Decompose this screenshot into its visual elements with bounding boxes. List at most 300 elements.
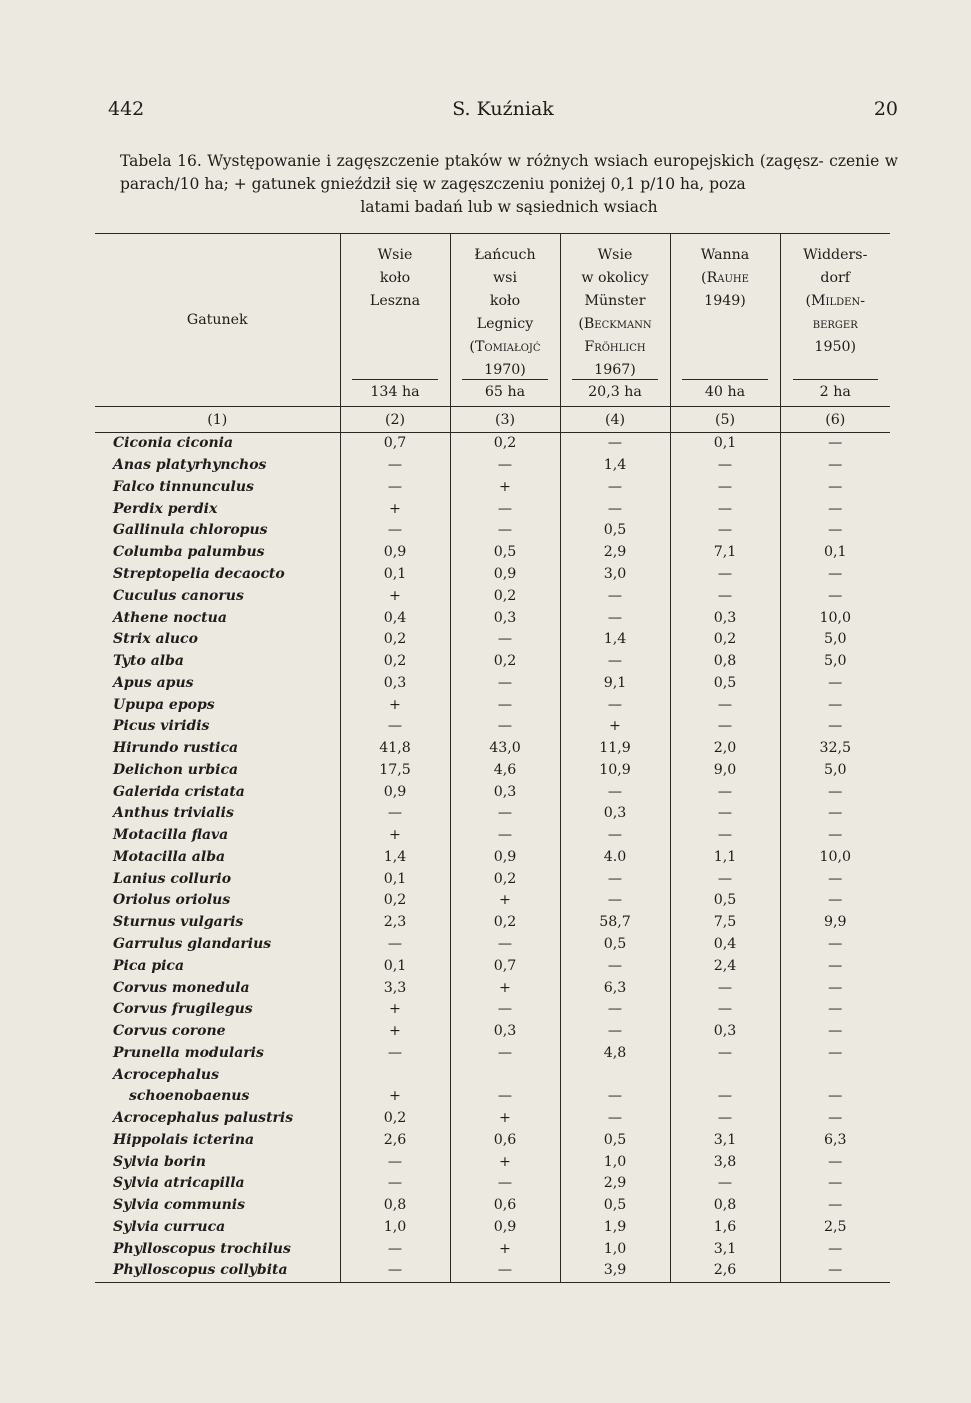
header-line: berger [812, 316, 858, 332]
species-name: Garrulus glandarius [113, 935, 272, 952]
table-row [95, 651, 890, 673]
density-value: 0,8 [340, 1195, 450, 1217]
table-row [95, 694, 890, 716]
species-name: Corvus monedula [113, 979, 250, 996]
density-value: — [340, 1151, 450, 1173]
density-value: — [780, 934, 890, 956]
density-value: 32,5 [780, 738, 890, 760]
density-value: — [670, 781, 780, 803]
density-value: — [340, 1173, 450, 1195]
density-value: 1,4 [560, 455, 670, 477]
density-value: — [450, 716, 560, 738]
species-name: Sylvia curruca [113, 1218, 226, 1235]
study-area-size: 40 ha [682, 379, 767, 404]
density-value: 0,9 [450, 1217, 560, 1239]
study-area-size: 20,3 ha [572, 379, 657, 404]
species-name: Cuculus canorus [113, 587, 244, 604]
table-row [95, 803, 890, 825]
density-value: 1,0 [560, 1151, 670, 1173]
density-value: 7,1 [670, 542, 780, 564]
density-value: — [780, 1108, 890, 1130]
table-row [95, 1151, 890, 1173]
running-head [108, 98, 898, 126]
density-value: — [560, 585, 670, 607]
density-value: 0,2 [340, 629, 450, 651]
density-value: 2,4 [670, 955, 780, 977]
species-name: Sylvia communis [113, 1197, 246, 1214]
species-name: Picus viridis [113, 718, 210, 735]
species-name: Streptopelia decaocto [113, 565, 285, 582]
density-value: — [780, 564, 890, 586]
header-line: Wsie [377, 247, 413, 263]
density-value: — [780, 803, 890, 825]
density-value: + [340, 1021, 450, 1043]
density-value: 3,3 [340, 977, 450, 999]
density-value: + [340, 694, 450, 716]
density-value: — [560, 1021, 670, 1043]
header-line: (Tomiałojć [469, 339, 541, 355]
density-value: 0,8 [670, 1195, 780, 1217]
density-value: 0,5 [670, 672, 780, 694]
species-name: Oriolus oriolus [113, 892, 231, 909]
density-value: 0,1 [340, 564, 450, 586]
density-value: 0,6 [450, 1130, 560, 1152]
density-value: — [780, 585, 890, 607]
density-value: — [450, 1260, 560, 1282]
density-value: — [450, 455, 560, 477]
density-value: 9,0 [670, 759, 780, 781]
table-row [95, 977, 890, 999]
density-value: — [340, 1042, 450, 1064]
density-value: 4.0 [560, 847, 670, 869]
table-row [95, 847, 890, 869]
density-value: 0,1 [670, 433, 780, 455]
density-value: — [780, 868, 890, 890]
header-line: w okolicy [581, 270, 649, 286]
header-line: (Milden- [805, 293, 865, 309]
density-value: 0,9 [450, 564, 560, 586]
density-value: — [780, 498, 890, 520]
species-name: Gallinula chloropus [113, 522, 268, 539]
species-name: Falco tinnunculus [113, 478, 254, 495]
density-value: — [560, 781, 670, 803]
density-value: — [450, 1042, 560, 1064]
density-value: — [450, 1173, 560, 1195]
density-value: + [340, 825, 450, 847]
column-number: (3) [450, 407, 560, 433]
density-value: — [780, 999, 890, 1021]
density-value: 58,7 [560, 912, 670, 934]
page-number: 442 [108, 98, 145, 120]
density-value: — [560, 868, 670, 890]
density-value: 0,7 [340, 433, 450, 455]
density-value: 2,9 [560, 1173, 670, 1195]
column-number: (5) [670, 407, 780, 433]
table-row [95, 1086, 890, 1108]
density-value: — [560, 1086, 670, 1108]
table-row [95, 738, 890, 760]
species-name: Motacilla alba [113, 848, 226, 865]
density-value: — [670, 520, 780, 542]
header-line: 1949) [704, 293, 746, 309]
study-area-size: 134 ha [352, 379, 437, 404]
density-value: + [340, 585, 450, 607]
species-name: Prunella modularis [113, 1044, 264, 1061]
density-value: 2,9 [560, 542, 670, 564]
density-value: 6,3 [560, 977, 670, 999]
table-row [95, 629, 890, 651]
species-name: Athene noctua [113, 609, 227, 626]
header-line: (Beckmann [578, 316, 652, 332]
density-value: — [780, 955, 890, 977]
density-value: — [780, 433, 890, 455]
table-row [95, 433, 890, 455]
species-name: Lanius collurio [113, 870, 232, 887]
density-value: — [670, 1108, 780, 1130]
density-value: 3,9 [560, 1260, 670, 1282]
species-name: Anthus trivialis [113, 805, 234, 822]
density-value: — [670, 1086, 780, 1108]
density-value: 0,2 [340, 651, 450, 673]
density-value: 5,0 [780, 759, 890, 781]
density-value: — [560, 607, 670, 629]
density-value: — [340, 477, 450, 499]
density-value [780, 1064, 890, 1086]
density-value: 1,6 [670, 1217, 780, 1239]
density-value: 0,1 [780, 542, 890, 564]
table-row [95, 585, 890, 607]
density-value: + [450, 1238, 560, 1260]
density-value: 0,9 [450, 847, 560, 869]
density-value: — [560, 694, 670, 716]
density-value: — [780, 977, 890, 999]
density-value: 0,4 [340, 607, 450, 629]
table-row [95, 1130, 890, 1152]
density-value: + [340, 999, 450, 1021]
header-line: 1970) [484, 362, 526, 378]
density-value: 1,0 [340, 1217, 450, 1239]
density-value: 1,1 [670, 847, 780, 869]
density-value: — [450, 934, 560, 956]
density-value: — [450, 999, 560, 1021]
header-line: Wsie [597, 247, 633, 263]
density-value: 2,6 [670, 1260, 780, 1282]
density-value: + [450, 890, 560, 912]
density-value: 0,2 [340, 1108, 450, 1130]
column-number-row [95, 407, 890, 433]
density-value: — [780, 716, 890, 738]
density-value: — [560, 651, 670, 673]
header-line: 1950) [814, 339, 857, 355]
site-column-header [450, 234, 560, 407]
species-name: Apus apus [113, 674, 194, 691]
table-row [95, 542, 890, 564]
density-value: — [780, 1042, 890, 1064]
density-value: 5,0 [780, 629, 890, 651]
density-value: 9,9 [780, 912, 890, 934]
density-value: 0,5 [560, 520, 670, 542]
density-value: — [670, 825, 780, 847]
species-name: Corvus corone [113, 1023, 226, 1040]
density-value: — [560, 825, 670, 847]
density-value: — [780, 1086, 890, 1108]
density-value [450, 1064, 560, 1086]
table-row [95, 564, 890, 586]
table-row [95, 1195, 890, 1217]
table-row [95, 672, 890, 694]
species-name: Galerida cristata [113, 783, 245, 800]
species-name: Sylvia atricapilla [113, 1175, 245, 1192]
caption-line: czenie w parach/10 ha; + gatunek gnieździł się w zagęszczeniu poniżej 0,1 p/10 ha, poza [120, 152, 898, 193]
header-line: Łańcuch [474, 247, 536, 263]
table-row [95, 1260, 890, 1282]
species-name: Phylloscopus collybita [95, 1260, 340, 1282]
header-line: 1967) [594, 362, 636, 378]
header-line: Leszna [369, 293, 421, 309]
density-value: 3,0 [560, 564, 670, 586]
density-value: 10,0 [780, 847, 890, 869]
table-row [95, 890, 890, 912]
density-value: — [560, 955, 670, 977]
density-value: — [340, 1260, 450, 1282]
species-name: Ciconia ciconia [113, 435, 234, 452]
density-value: 4,8 [560, 1042, 670, 1064]
table-row [95, 1238, 890, 1260]
volume-number: 20 [873, 98, 898, 120]
density-value: 0,5 [450, 542, 560, 564]
density-value: — [670, 564, 780, 586]
density-value: — [450, 498, 560, 520]
density-value: — [780, 1238, 890, 1260]
density-value: — [450, 520, 560, 542]
table-row [95, 955, 890, 977]
table-row [95, 1173, 890, 1195]
density-value: 0,5 [560, 1130, 670, 1152]
density-value: 0,2 [450, 433, 560, 455]
site-column-header [560, 234, 670, 407]
table-row [95, 1021, 890, 1043]
density-value: 0,5 [670, 890, 780, 912]
density-value: — [670, 716, 780, 738]
header-line: Widders- [803, 247, 868, 263]
density-value: — [780, 890, 890, 912]
density-value: 1,4 [560, 629, 670, 651]
table-row [95, 477, 890, 499]
density-value: — [670, 1042, 780, 1064]
density-value: 3,8 [670, 1151, 780, 1173]
density-value: 2,6 [340, 1130, 450, 1152]
density-value: 6,3 [780, 1130, 890, 1152]
table-row [95, 716, 890, 738]
table-row [95, 1108, 890, 1130]
species-name: Anas platyrhynchos [113, 457, 267, 474]
density-value: 0,2 [670, 629, 780, 651]
density-value: — [340, 803, 450, 825]
density-value: — [670, 585, 780, 607]
density-value: 0,3 [450, 781, 560, 803]
density-value: 0,2 [340, 890, 450, 912]
density-value: — [560, 433, 670, 455]
density-value: — [780, 455, 890, 477]
species-name: Sylvia borin [113, 1153, 206, 1170]
density-value: + [450, 1151, 560, 1173]
density-value: — [450, 694, 560, 716]
density-value: 17,5 [340, 759, 450, 781]
density-value: — [670, 868, 780, 890]
caption-line: Tabela 16. Występowanie i zagęszczenie ptaków w różnych wsiach europejskich (zagęsz- [120, 152, 824, 170]
table-row [95, 607, 890, 629]
density-value: 10,9 [560, 759, 670, 781]
study-area-size: 2 ha [793, 379, 878, 404]
density-value: — [670, 1173, 780, 1195]
density-value: — [670, 477, 780, 499]
species-name: Perdix perdix [113, 500, 218, 517]
density-value: — [560, 1108, 670, 1130]
density-value: + [450, 1108, 560, 1130]
density-value [560, 1064, 670, 1086]
density-value: — [560, 999, 670, 1021]
density-value: — [670, 977, 780, 999]
column-number: (1) [95, 407, 340, 433]
density-value: — [780, 781, 890, 803]
species-name: Tyto alba [113, 653, 184, 670]
density-value: 43,0 [450, 738, 560, 760]
column-number: (6) [780, 407, 890, 433]
density-value: 2,3 [340, 912, 450, 934]
table-header-row [95, 234, 890, 407]
table-row [95, 781, 890, 803]
density-value: 0,5 [560, 934, 670, 956]
species-name: Delichon urbica [113, 761, 239, 778]
density-value: — [780, 672, 890, 694]
table-row [95, 455, 890, 477]
density-value: 0,2 [450, 585, 560, 607]
density-value: 0,3 [450, 1021, 560, 1043]
density-value: 0,9 [340, 781, 450, 803]
density-value: + [340, 498, 450, 520]
density-value: 41,8 [340, 738, 450, 760]
density-value: — [780, 1021, 890, 1043]
density-value: + [340, 1086, 450, 1108]
density-value: 0,3 [560, 803, 670, 825]
density-value: 4,6 [450, 759, 560, 781]
column-number: (2) [340, 407, 450, 433]
species-name: Phylloscopus trochilus [113, 1240, 291, 1257]
table-caption [120, 150, 898, 219]
density-value: — [780, 694, 890, 716]
species-name: Hirundo rustica [113, 740, 239, 757]
density-value: 0,2 [450, 868, 560, 890]
density-value: — [450, 629, 560, 651]
density-value: — [560, 890, 670, 912]
header-line: Wanna [700, 247, 750, 263]
density-value: — [670, 694, 780, 716]
site-column-header [780, 234, 890, 407]
site-column-header [340, 234, 450, 407]
density-value: — [450, 1086, 560, 1108]
density-value: 1,4 [340, 847, 450, 869]
density-value: 0,1 [340, 868, 450, 890]
species-name: Sturnus vulgaris [113, 914, 244, 931]
column-number: (4) [560, 407, 670, 433]
density-value: — [670, 803, 780, 825]
density-value: 0,1 [340, 955, 450, 977]
density-value: 0,4 [670, 934, 780, 956]
density-value: 3,1 [670, 1238, 780, 1260]
density-value: 0,9 [340, 542, 450, 564]
species-name: schoenobaenus [129, 1088, 250, 1105]
species-name: Corvus frugilegus [113, 1001, 253, 1018]
species-name: Upupa epops [113, 696, 215, 713]
table-row [95, 1042, 890, 1064]
density-value: — [450, 825, 560, 847]
density-value: — [340, 520, 450, 542]
density-value: 0,2 [450, 651, 560, 673]
density-value: — [780, 1151, 890, 1173]
header-line: koło [489, 293, 521, 309]
density-value: 2,0 [670, 738, 780, 760]
table-row [95, 912, 890, 934]
header-line: Münster [584, 293, 646, 309]
density-value: + [560, 716, 670, 738]
density-value: — [450, 672, 560, 694]
species-name: Motacilla flava [113, 827, 229, 844]
bird-density-table [95, 233, 890, 1283]
study-area-size: 65 ha [462, 379, 547, 404]
density-value: — [780, 520, 890, 542]
species-name: Hippolais icterina [113, 1131, 255, 1148]
density-value: 0,7 [450, 955, 560, 977]
density-value: — [340, 1238, 450, 1260]
density-value: — [780, 1173, 890, 1195]
density-value: 11,9 [560, 738, 670, 760]
density-value: 0,6 [450, 1195, 560, 1217]
header-line: wsi [493, 270, 517, 286]
density-value: 1,9 [560, 1217, 670, 1239]
table-row [95, 1217, 890, 1239]
density-value: 1,0 [560, 1238, 670, 1260]
table-row [95, 1064, 890, 1086]
header-line: koło [379, 270, 411, 286]
site-column-header [670, 234, 780, 407]
density-value: — [340, 934, 450, 956]
density-value: 3,1 [670, 1130, 780, 1152]
density-value: + [450, 977, 560, 999]
species-column-header: Gatunek [95, 234, 340, 407]
density-value: — [560, 477, 670, 499]
density-value: — [670, 498, 780, 520]
density-value: 0,3 [340, 672, 450, 694]
author-name: S. Kuźniak [452, 98, 554, 120]
density-value: 2,5 [780, 1217, 890, 1239]
density-value [340, 1064, 450, 1086]
density-value: 0,3 [450, 607, 560, 629]
density-value: 9,1 [560, 672, 670, 694]
species-name: Columba palumbus [113, 544, 265, 561]
density-value: 0,8 [670, 651, 780, 673]
header-line: dorf [820, 270, 851, 286]
table-row [95, 498, 890, 520]
density-value: 7,5 [670, 912, 780, 934]
table-row [95, 934, 890, 956]
header-line: Legnicy [476, 316, 534, 332]
density-value: — [340, 455, 450, 477]
density-value: 0,5 [560, 1195, 670, 1217]
density-value: — [450, 803, 560, 825]
table-body [95, 433, 890, 1283]
density-value: — [340, 716, 450, 738]
density-value: — [780, 1195, 890, 1217]
